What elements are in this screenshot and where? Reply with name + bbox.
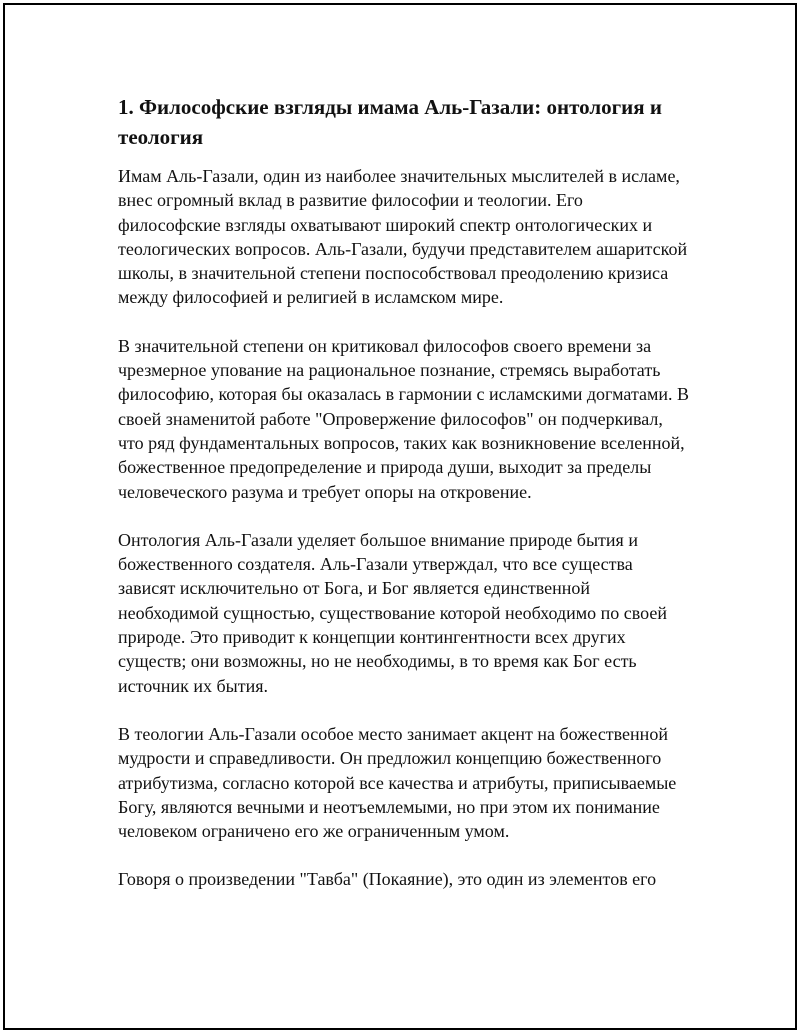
paragraph-1: Имам Аль-Газали, один из наиболее значительных мыслителей в исламе, внес огромный вклад в развитие философии и теологии. Его философские взгляды охватывают широкий спектр онтологических и теологических вопросов. Аль-Газали, будучи представителем ашаритской школы, в значительной степени поспособствовал преодолению кризиса между философией и религией в исламском мире. — [118, 166, 688, 308]
document-body — [118, 92, 690, 916]
paragraph-2: В значительной степени он критиковал философов своего времени за чрезмерное упование на рациональное познание, стремясь выработать философию, которая бы оказалась в гармонии с исламскими догматами. В своей знаменитой работе "Опровержение философов" он подчеркивал, что ряд фундаментальных вопросов, таких как возникновение вселенной, божественное предопределение и природа души, выходит за пределы человеческого разума и требует опоры на откровение. — [118, 335, 690, 502]
paragraph-4: В теологии Аль-Газали особое место занимает акцент на божественной мудрости и справедливости. Он предложил концепцию божественного атрибутизма, согласно которой все качества и атрибуты, приписываемые Богу, являются вечными и неотъемлемыми, но при этом их понимание человеком ограничено его же ограниченным умом. — [118, 723, 677, 842]
paragraph-3: Онтология Аль-Газали уделяет большое внимание природе бытия и божественного создателя. Аль-Газали утверждал, что все существа зависят исключительно от Бога, и Бог является единственной необходимой сущностью, существование которой необходимо по своей природе. Это приводит к концепции контингентности всех других существ; они возможны, но не необходимы, в то время как Бог есть источник их бытия. — [118, 529, 667, 696]
section-heading: 1. Философские взгляды имама Аль-Газали: онтология и теология — [118, 95, 662, 149]
paragraph-5: Говоря о произведении "Тавба" (Покаяние), это один из элементов его — [118, 869, 657, 890]
